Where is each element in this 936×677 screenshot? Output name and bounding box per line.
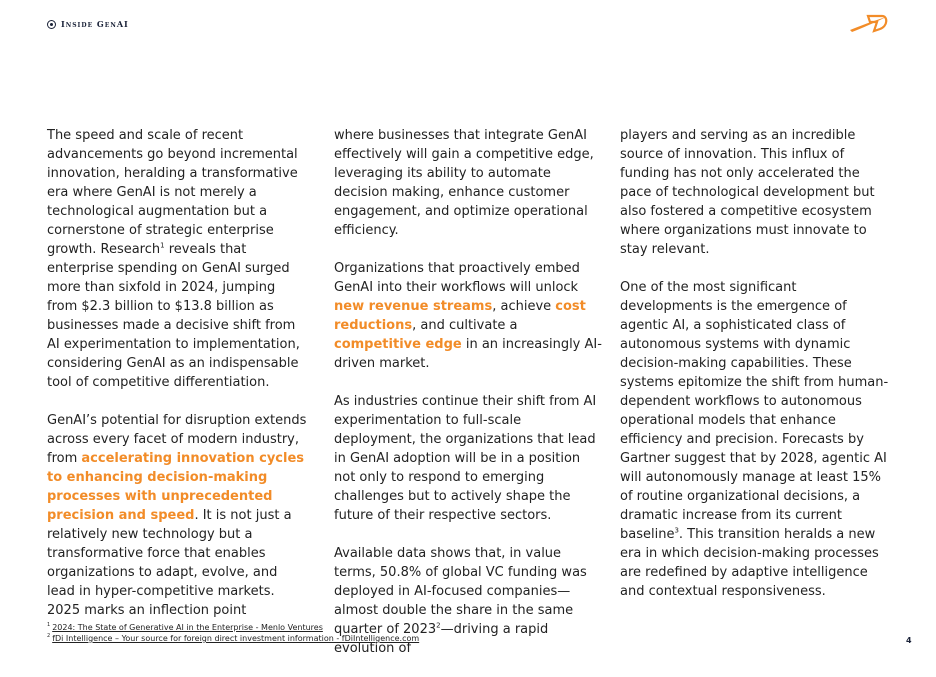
footnote-link[interactable]: 2024: The State of Generative AI in the Enterprise - Menlo Ventures [52, 623, 323, 632]
footnote-ref: 1 [160, 241, 165, 250]
footnote-ref: 2 [436, 621, 441, 630]
footnotes [47, 622, 419, 644]
footnote-ref: 3 [674, 526, 679, 535]
column-3 [620, 126, 890, 620]
page-number: 4 [906, 636, 912, 645]
target-ring-icon [47, 20, 56, 29]
footnote-link[interactable]: fDi Intelligence – Your source for foreign direct investment information - fDiIntelligence.com [52, 634, 420, 643]
paragraph: GenAI’s potential for disruption extends across every facet of modern industry, from accelerating innovation cycles to enhancing decision-making processes with unprecedented precision and speed. It is not just a relatively new technology but a transformative force that enables organizations to adapt, evolve, and lead in hyper-competitive markets. 2025 marks an inflection point [47, 413, 307, 618]
paragraph: players and serving as an incredible source of innovation. This influx of funding has not only accelerated the pace of technological development but also fostered a competitive ecosystem where organizations must innovate to stay relevant. [620, 128, 875, 257]
paragraph: One of the most significant developments is the emergence of agentic AI, a sophisticated class of autonomous systems with dynamic decision-making capabilities. These systems epitomize the shift from human-dependent workflows to autonomous operational models that enhance efficiency and precision. Forecasts by Gartner suggest that by 2028, agentic AI will autonomously manage at least 15% of routine organizational decisions, a dramatic increase from its current baseline$^3$. This transition heralds a new era in which decision-making processes are redefined by adaptive intelligence and contextual responsiveness. [620, 280, 889, 599]
brand-swoosh-logo [848, 12, 888, 36]
paragraph: where businesses that integrate GenAI effectively will gain a competitive edge, leveraging its ability to automate decision making, enhance customer engagement, and optimize operational efficiency. [334, 128, 594, 238]
highlight-text: competitive edge [334, 337, 462, 352]
highlight-text: accelerating innovation cycles to enhancing decision-making processes with unprecedented precision and speed [47, 451, 305, 523]
highlight-text: new revenue streams [334, 299, 493, 314]
highlight-text: cost reductions [334, 299, 586, 333]
paragraph: The speed and scale of recent advancements go beyond incremental innovation, heralding a transformative era where GenAI is not merely a technological augmentation but a cornerstone of strategic enterprise growth. Research$^1$ reveals that enterprise spending on GenAI surged more than sixfold in 2024, jumping from $2.3 billion to $13.8 billion as businesses made a decisive shift from AI experimentation to implementation, considering GenAI as an indispensable tool of competitive differentiation. [47, 128, 300, 390]
footnote: $^2$ fDi Intelligence – Your source for foreign direct investment information - fDiIntelligence.com [47, 633, 420, 643]
brand-title: Inside GenAI [61, 19, 129, 29]
paragraph: As industries continue their shift from AI experimentation to full-scale deployment, the organizations that lead in GenAI adoption will be in a position not only to respond to emerging challenges but to actively shape the future of their respective sectors. [334, 394, 597, 523]
column-1 [47, 126, 309, 639]
column-2 [334, 126, 604, 677]
footnote: $^1$ 2024: The State of Generative AI in the Enterprise - Menlo Ventures [47, 622, 323, 632]
header [47, 19, 129, 29]
paragraph: Available data shows that, in value terms, 50.8% of global VC funding was deployed in AI-focused companies—almost double the share in the same quarter of 2023$^2$—driving a rapid evolution of [334, 546, 587, 656]
paragraph: Organizations that proactively embed GenAI into their workflows will unlock new revenue streams, achieve cost reductions, and cultivate a competitive edge in an increasingly AI-driven market. [334, 261, 602, 371]
